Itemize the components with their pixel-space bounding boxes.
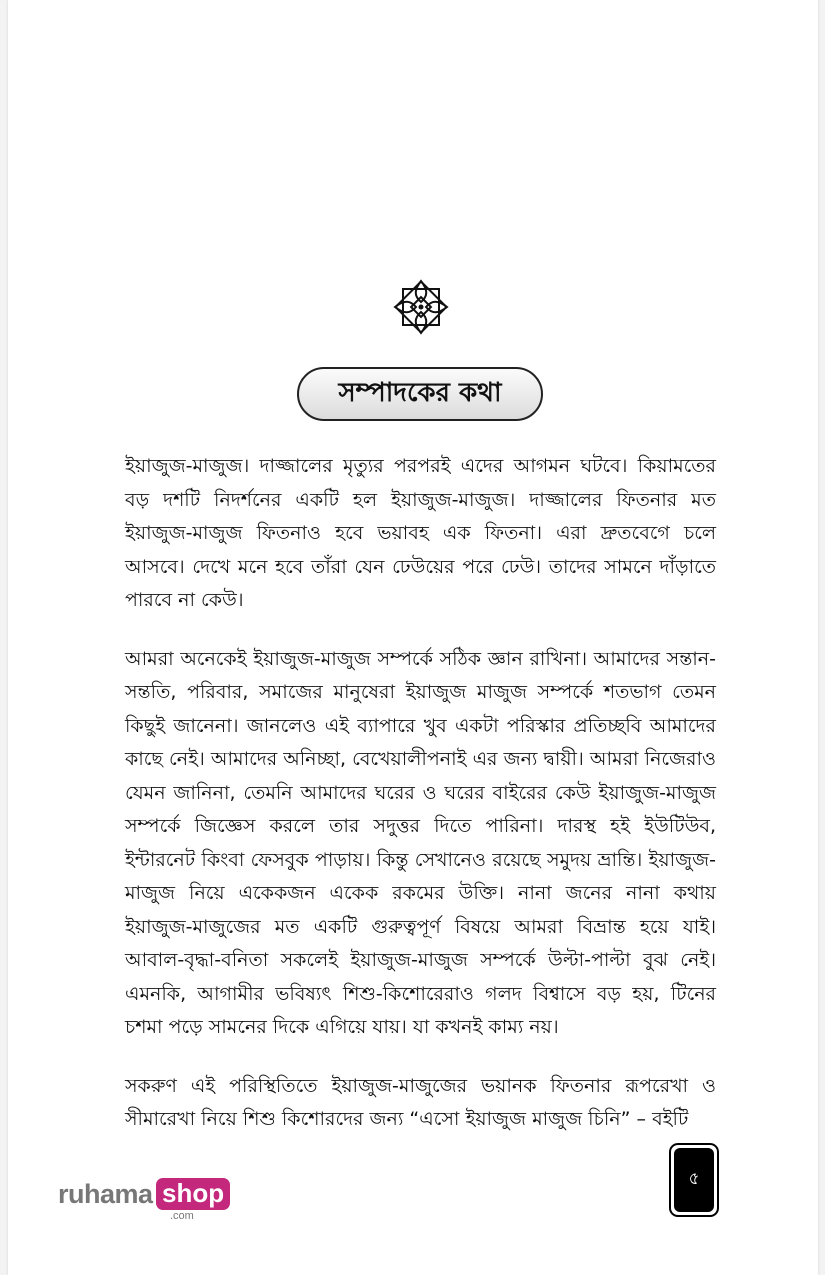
paragraph-3: সকরুণ এই পরিস্থিতিতে ইয়াজুজ-মাজুজের ভয়ানক ফিতনার রূপরেখা ও সীমারেখা নিয়ে শিশু কিশোরদের জন্য “এসো ইয়াজুজ মাজুজ চিনি” – বইটি	[125, 1074, 716, 1130]
book-page	[8, 0, 818, 1275]
body-text	[125, 450, 716, 1162]
page-title: সম্পাদকের কথা	[338, 378, 502, 408]
paragraph-2: আমরা অনেকেই ইয়াজুজ-মাজুজ সম্পর্কে সঠিক জ্ঞান রাখিনা। আমাদের সন্তান-সন্ততি, পরিবার, সমাজের মানুষেরা ইয়াজুজ মাজুজ সম্পর্কে শতভাগ তেমন কিছুই জানেনা। জানলেও এই ব্যাপারে খুব একটা পরিস্কার প্রতিচ্ছবি আমাদের কাছে নেই। আমাদের অনিচ্ছা, বেখেয়ালীপনাই এর জন্য দ্বায়ী। আমরা নিজেরাও যেমন জানিনা, তেমনি আমাদের ঘরের ও ঘরের বাইরের কেউ ইয়াজুজ-মাজুজ সম্পর্কে জিজ্ঞেস করলে তার সদুত্তর দিতে পারিনা। দারস্থ হই ইউটিউব, ইন্টারনেট কিংবা ফেসবুক পাড়ায়। কিন্তু সেখানেও রয়েছে সমুদয় ভ্রান্তি। ইয়াজুজ-মাজুজ নিয়ে একেকজন একেক রকমের উক্তি। নানা জনের নানা কথায় ইয়াজুজ-মাজুজের মত একটি গুরুত্বপূর্ণ বিষয়ে আমরা বিভ্রান্ত হয়ে যাই। আবাল-বৃদ্ধা-বনিতা সকলেই ইয়াজুজ-মাজুজ সম্পর্কে উল্টা-পাল্টা বুঝ নেই। এমনকি, আগামীর ভবিষ্যৎ শিশু-কিশোরেরাও গলদ বিশ্বাসে বড় হয়, টিনের চশমা পড়ে সামনের দিকে এগিয়ে যায়। যা কখনই কাম্য নয়।	[125, 647, 716, 1038]
ruhamashop-logo	[58, 1176, 228, 1226]
logo-ruhama-text: ruhama	[58, 1179, 153, 1209]
paragraph-1: ইয়াজুজ-মাজুজ। দাজ্জালের মৃত্যুর পরপরই এদের আগমন ঘটবে। কিয়ামতের বড় দশটি নিদর্শনের একটি হল ইয়াজুজ-মাজুজ। দাজ্জালের ফিতনার মত ইয়াজুজ-মাজুজ ফিতনাও হবে ভয়াবহ এক ফিতনা। এরা দ্রুতবেগে চলে আসবে। দেখে মনে হবে তাঁরা যেন ঢেউয়ের পরে ঢেউ। তাদের সামনে দাঁড়াতে পারবে না কেউ।	[125, 455, 716, 611]
title-banner	[297, 367, 543, 421]
logo-dotcom-text: .com	[170, 1210, 194, 1222]
ornament-icon	[390, 276, 452, 338]
logo-shop-text: shop	[156, 1178, 230, 1210]
page-number: ৫	[688, 1169, 700, 1189]
page-number-badge	[669, 1143, 719, 1217]
